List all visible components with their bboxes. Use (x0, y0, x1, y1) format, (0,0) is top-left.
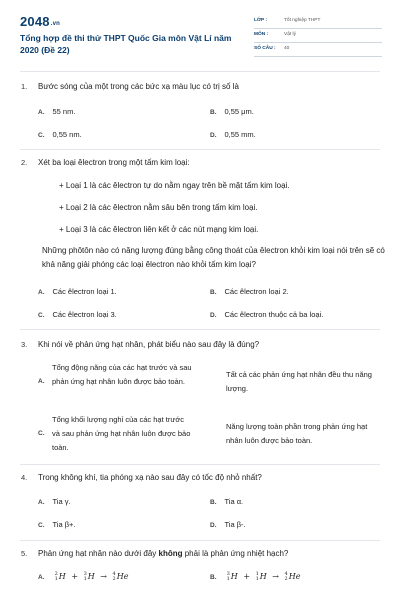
divider (20, 149, 380, 150)
question-number: 2. (21, 158, 28, 167)
option-c[interactable]: C. 0,55 nm. (38, 130, 82, 139)
question-text: Phản ứng hạt nhân nào dưới đây không phải là phản ứng nhiệt hạch? (38, 549, 289, 558)
option-a[interactable]: A. 55 nm. (38, 107, 76, 116)
meta-class: LỚP : Tốt nghiệp THPT (254, 15, 382, 29)
divider (20, 540, 380, 541)
option-c[interactable]: C. Tia β+. (38, 520, 76, 529)
option-b[interactable]: B. Tia α. (210, 497, 244, 506)
option-a[interactable]: A. Các êlectron loại 1. (38, 287, 117, 296)
question-number: 4. (21, 473, 28, 482)
question-text: Khi nói về phản ứng hạt nhân, phát biểu nào sau đây là đúng? (38, 340, 260, 349)
option-b[interactable]: B. Các êlectron loại 2. (210, 287, 289, 296)
option-a[interactable]: A. Tia γ. (38, 497, 71, 506)
page-header (0, 0, 400, 68)
question-text: Trong không khí, tia phóng xạ nào sau đây có tốc độ nhỏ nhất? (38, 473, 262, 482)
meta-subject: MÔN : Vật lý (254, 29, 382, 43)
option-a[interactable]: A. 2 1 H + 3 1 H → 4 2 He (38, 571, 129, 582)
reaction-formula: 2 1 H + 3 1 H → 4 2 He (54, 571, 129, 582)
option-b[interactable]: B. 0,55 μm. (210, 107, 254, 116)
divider (20, 329, 380, 330)
option-b[interactable]: B. 3 1 H + 1 1 H → 4 2 He (210, 571, 301, 582)
exam-meta (254, 15, 382, 57)
question-number: 3. (21, 340, 28, 349)
question-paragraph: Những phôtôn nào có năng lượng đúng bằng công thoát của êlectron khỏi kim loại nói trên sẽ có khả năng giải phóng các loại êlectron nào khỏi tấm kim loại? (42, 246, 385, 269)
meta-count: SỐ CÂU : 40 (254, 43, 382, 57)
question-number: 1. (21, 82, 28, 91)
divider (20, 464, 380, 465)
question-text: Bước sóng của một trong các bức xạ màu lục có trị số là (38, 82, 239, 91)
divider (20, 71, 380, 72)
option-d[interactable]: D. 0,55 mm. (210, 130, 256, 139)
site-logo[interactable]: 2048.vn (20, 14, 61, 29)
option-d[interactable]: D. Tia β-. (210, 520, 246, 529)
question-text: Xét ba loại êlectron trong một tấm kim loại: (38, 158, 190, 167)
bullet-item: + Loại 3 là các êlectron liên kết ở các nút mạng kim loại. (59, 225, 259, 234)
option-c[interactable]: C. Các êlectron loại 3. (38, 310, 117, 319)
page-title: Tổng hợp đề thi thử THPT Quốc Gia môn Vật Lí năm 2020 (Đề 22) (20, 33, 232, 55)
reaction-formula: 3 1 H + 1 1 H → 4 2 He (226, 571, 301, 582)
option-c[interactable]: C. Tổng khối lượng nghỉ của các hạt trước và sau phản ứng hạt nhân luôn được bảo toàn. (38, 415, 191, 452)
option-b[interactable]: Tất cả các phản ứng hạt nhân đều thu năng lượng. (226, 370, 372, 393)
option-d[interactable]: Năng lượng toàn phần trong phản ứng hạt nhân luôn được bảo toàn. (226, 422, 368, 445)
bullet-item: + Loại 2 là các êlectron nằm sâu bên trong tấm kim loại. (59, 203, 258, 212)
bullet-item: + Loại 1 là các êlectron tự do nằm ngay trên bề mặt tấm kim loại. (59, 181, 290, 190)
option-a[interactable]: A. Tổng động năng của các hạt trước và sau phản ứng hạt nhân luôn được bảo toàn. (38, 363, 192, 386)
question-number: 5. (21, 549, 28, 558)
option-d[interactable]: D. Các êlectron thuộc cả ba loại. (210, 310, 324, 319)
